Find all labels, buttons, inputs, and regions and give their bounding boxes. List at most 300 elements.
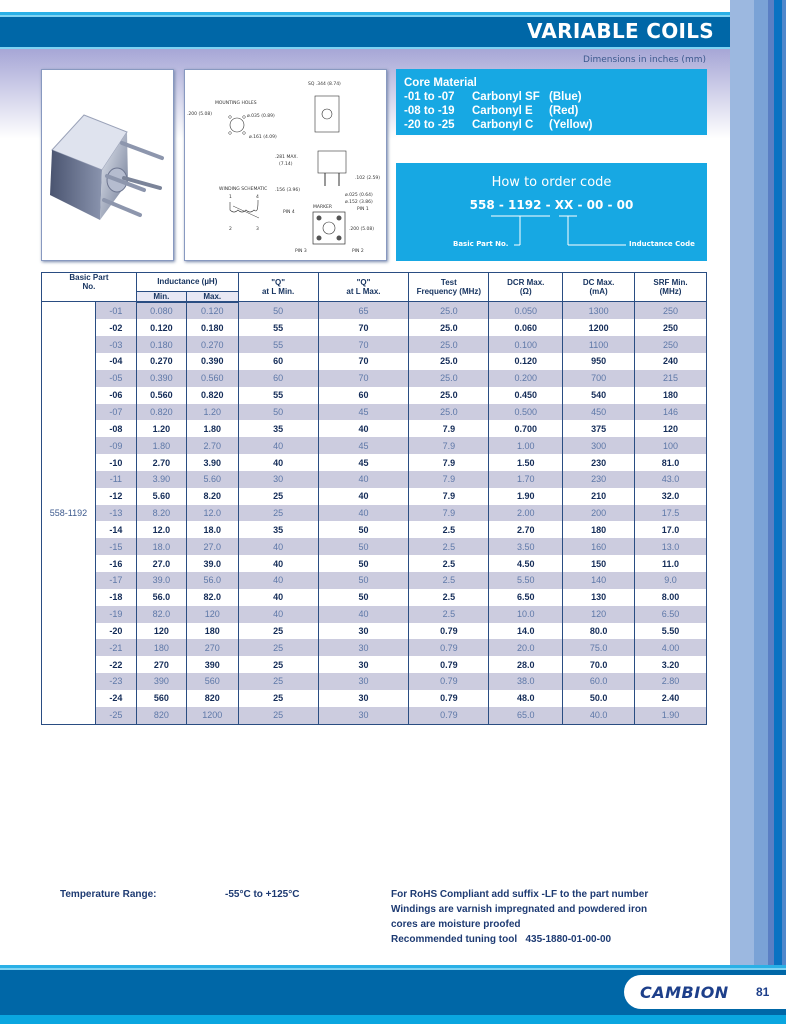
cell-dcr: 1.90 [489, 488, 563, 505]
cell-q-max: 30 [318, 639, 409, 656]
table-row [42, 656, 707, 673]
dim-label: .102 (2.59) [355, 176, 380, 181]
header-ind-min: Min. [136, 291, 186, 302]
cell-srf: 17.0 [635, 521, 707, 538]
cell-ind-max: 39.0 [186, 555, 238, 572]
cell-dc: 1300 [563, 302, 635, 320]
cell-q-min: 55 [238, 387, 318, 404]
pin-label: PIN 1 [357, 207, 369, 212]
cell-test-freq: 0.79 [409, 623, 489, 640]
cell-ind-max: 27.0 [186, 538, 238, 555]
cell-q-max: 40 [318, 420, 409, 437]
specifications-table [41, 272, 707, 725]
cell-srf: 6.50 [635, 606, 707, 623]
cell-q-max: 45 [318, 454, 409, 471]
note-line: cores are moisture proofed [391, 919, 521, 930]
cell-dc: 180 [563, 521, 635, 538]
cell-dcr: 28.0 [489, 656, 563, 673]
cell-srf: 250 [635, 319, 707, 336]
cell-dc: 200 [563, 505, 635, 522]
cell-q-max: 40 [318, 488, 409, 505]
pin-number: 4 [256, 195, 259, 200]
cell-ind-max: 1200 [186, 707, 238, 724]
table-row [42, 589, 707, 606]
core-material-panel [396, 69, 707, 135]
cell-ind-max: 1.80 [186, 420, 238, 437]
cell-suffix: -10 [95, 454, 136, 471]
dim-label: ø.152 (3.86) [345, 200, 373, 205]
cell-ind-min: 0.560 [136, 387, 186, 404]
pin-label: PIN 2 [352, 249, 364, 254]
basic-part-label: Basic Part No. [453, 240, 509, 248]
header-q-min: "Q" at L Min. [238, 273, 318, 302]
cell-dcr: 6.50 [489, 589, 563, 606]
cell-suffix: -15 [95, 538, 136, 555]
inductance-code-label: Inductance Code [629, 240, 695, 248]
dim-label: ø.035 (0.89) [247, 114, 275, 119]
cell-q-min: 25 [238, 707, 318, 724]
cell-q-max: 30 [318, 656, 409, 673]
cell-dc: 160 [563, 538, 635, 555]
cell-q-max: 40 [318, 505, 409, 522]
cell-srf: 3.20 [635, 656, 707, 673]
cell-test-freq: 2.5 [409, 521, 489, 538]
cell-q-min: 35 [238, 420, 318, 437]
header-dcr: DCR Max. (Ω) [489, 273, 563, 302]
cell-q-max: 50 [318, 589, 409, 606]
table-row [42, 521, 707, 538]
cell-dc: 140 [563, 572, 635, 589]
cell-test-freq: 25.0 [409, 319, 489, 336]
table-row [42, 370, 707, 387]
cell-dcr: 0.060 [489, 319, 563, 336]
cell-dc: 230 [563, 454, 635, 471]
cell-ind-max: 3.90 [186, 454, 238, 471]
core-material: Carbonyl SF [472, 91, 540, 103]
cell-q-min: 40 [238, 555, 318, 572]
table-row [42, 707, 707, 724]
core-color: (Yellow) [549, 119, 593, 131]
cell-ind-min: 390 [136, 673, 186, 690]
core-material-row [404, 118, 699, 132]
cell-suffix: -18 [95, 589, 136, 606]
marker-label: MARKER [313, 205, 333, 210]
pin-number: 1 [229, 195, 232, 200]
cell-dcr: 2.70 [489, 521, 563, 538]
note-line: For RoHS Compliant add suffix -LF to the part number [391, 889, 649, 900]
cell-ind-min: 18.0 [136, 538, 186, 555]
cell-q-min: 40 [238, 538, 318, 555]
page-title: VARIABLE COILS [526, 19, 714, 43]
cell-ind-min: 0.390 [136, 370, 186, 387]
cell-dc: 75.0 [563, 639, 635, 656]
cell-q-max: 40 [318, 471, 409, 488]
cell-srf: 13.0 [635, 538, 707, 555]
cell-suffix: -23 [95, 673, 136, 690]
pin-number: 2 [229, 227, 232, 232]
cell-ind-min: 39.0 [136, 572, 186, 589]
cell-srf: 5.50 [635, 623, 707, 640]
cell-srf: 11.0 [635, 555, 707, 572]
cell-dcr: 1.00 [489, 437, 563, 454]
cell-srf: 100 [635, 437, 707, 454]
table-row [42, 302, 707, 320]
note-line: Recommended tuning tool 435-1880-01-00-00 [391, 934, 612, 945]
cell-test-freq: 25.0 [409, 302, 489, 320]
cell-q-min: 55 [238, 336, 318, 353]
cell-q-min: 25 [238, 673, 318, 690]
cell-q-min: 25 [238, 488, 318, 505]
notes-list [391, 887, 648, 947]
cell-dc: 70.0 [563, 656, 635, 673]
table-row [42, 454, 707, 471]
cell-suffix: -12 [95, 488, 136, 505]
table-row [42, 623, 707, 640]
cell-dcr: 3.50 [489, 538, 563, 555]
table-row [42, 471, 707, 488]
cell-dc: 1200 [563, 319, 635, 336]
cell-suffix: -11 [95, 471, 136, 488]
table-row [42, 606, 707, 623]
cell-q-min: 40 [238, 454, 318, 471]
cell-ind-min: 820 [136, 707, 186, 724]
cell-ind-max: 0.180 [186, 319, 238, 336]
core-range: -20 to -25 [404, 119, 455, 131]
cell-test-freq: 2.5 [409, 555, 489, 572]
cell-test-freq: 7.9 [409, 437, 489, 454]
cell-test-freq: 7.9 [409, 420, 489, 437]
cell-dcr: 0.100 [489, 336, 563, 353]
cell-suffix: -16 [95, 555, 136, 572]
cell-q-max: 40 [318, 606, 409, 623]
cell-q-max: 30 [318, 623, 409, 640]
cell-test-freq: 0.79 [409, 673, 489, 690]
table-row [42, 336, 707, 353]
cell-q-max: 65 [318, 302, 409, 320]
cell-test-freq: 0.79 [409, 639, 489, 656]
cell-ind-max: 1.20 [186, 404, 238, 421]
cell-test-freq: 25.0 [409, 404, 489, 421]
cell-q-min: 40 [238, 606, 318, 623]
cell-dc: 40.0 [563, 707, 635, 724]
order-code-title: How to order code [491, 175, 612, 190]
cell-test-freq: 25.0 [409, 353, 489, 370]
cell-dcr: 0.050 [489, 302, 563, 320]
cell-q-min: 50 [238, 404, 318, 421]
cell-ind-min: 3.90 [136, 471, 186, 488]
cell-srf: 250 [635, 336, 707, 353]
cell-ind-max: 0.270 [186, 336, 238, 353]
cell-dc: 210 [563, 488, 635, 505]
dim-label: .281 MAX. [275, 155, 298, 160]
cell-test-freq: 25.0 [409, 370, 489, 387]
cell-suffix: -20 [95, 623, 136, 640]
cell-ind-min: 1.80 [136, 437, 186, 454]
cell-dc: 1100 [563, 336, 635, 353]
table-row [42, 538, 707, 555]
cell-suffix: -13 [95, 505, 136, 522]
cell-test-freq: 2.5 [409, 538, 489, 555]
cell-suffix: -03 [95, 336, 136, 353]
cell-dc: 375 [563, 420, 635, 437]
cell-q-max: 30 [318, 690, 409, 707]
cambion-logo: CAMBION [640, 983, 729, 1002]
cell-srf: 2.40 [635, 690, 707, 707]
cell-ind-min: 0.270 [136, 353, 186, 370]
table-row [42, 420, 707, 437]
cell-dc: 950 [563, 353, 635, 370]
cell-q-max: 45 [318, 437, 409, 454]
table-row [42, 387, 707, 404]
cell-suffix: -02 [95, 319, 136, 336]
order-code: 558 - 1192 - XX - 00 - 00 [469, 198, 634, 212]
pin-label: PIN 4 [283, 210, 295, 215]
cell-q-min: 60 [238, 353, 318, 370]
base-part-number: 558-1192 [42, 302, 96, 725]
page-number: 81 [756, 985, 770, 999]
cell-ind-min: 12.0 [136, 521, 186, 538]
cell-dc: 150 [563, 555, 635, 572]
cell-ind-min: 0.080 [136, 302, 186, 320]
core-material: Carbonyl E [472, 105, 533, 117]
dim-label: .200 (5.08) [349, 227, 374, 232]
cell-ind-min: 8.20 [136, 505, 186, 522]
cell-ind-min: 180 [136, 639, 186, 656]
table-row [42, 639, 707, 656]
cell-ind-min: 5.60 [136, 488, 186, 505]
note-line: Windings are varnish impregnated and powdered iron [391, 904, 648, 915]
cell-test-freq: 2.5 [409, 606, 489, 623]
cell-ind-max: 82.0 [186, 589, 238, 606]
cell-q-min: 25 [238, 505, 318, 522]
mounting-holes-label: MOUNTING HOLES [215, 101, 257, 106]
cell-q-max: 60 [318, 387, 409, 404]
cell-suffix: -08 [95, 420, 136, 437]
cell-dcr: 0.700 [489, 420, 563, 437]
cell-srf: 2.80 [635, 673, 707, 690]
cell-ind-max: 180 [186, 623, 238, 640]
cell-ind-min: 1.20 [136, 420, 186, 437]
table-row [42, 353, 707, 370]
cell-dcr: 1.50 [489, 454, 563, 471]
drawing-svg [185, 70, 386, 260]
cell-ind-max: 18.0 [186, 521, 238, 538]
cell-q-max: 70 [318, 370, 409, 387]
order-code-panel [396, 163, 707, 261]
table-row [42, 555, 707, 572]
cell-ind-min: 56.0 [136, 589, 186, 606]
cell-test-freq: 7.9 [409, 471, 489, 488]
top-margin [0, 0, 786, 12]
header-inductance: Inductance (µH) [136, 273, 238, 292]
cell-dc: 130 [563, 589, 635, 606]
cell-q-min: 50 [238, 302, 318, 320]
cell-ind-max: 270 [186, 639, 238, 656]
cell-ind-min: 2.70 [136, 454, 186, 471]
cell-dcr: 0.120 [489, 353, 563, 370]
cell-q-min: 25 [238, 639, 318, 656]
cell-ind-max: 0.820 [186, 387, 238, 404]
cell-ind-min: 0.820 [136, 404, 186, 421]
cell-srf: 250 [635, 302, 707, 320]
cell-dcr: 5.50 [489, 572, 563, 589]
cell-ind-min: 560 [136, 690, 186, 707]
header-spacer [42, 291, 137, 302]
cell-suffix: -07 [95, 404, 136, 421]
cell-suffix: -01 [95, 302, 136, 320]
cell-q-max: 50 [318, 538, 409, 555]
cell-q-min: 25 [238, 623, 318, 640]
header-ind-max: Max. [186, 291, 238, 302]
cell-q-max: 50 [318, 521, 409, 538]
winding-schematic-label: WINDING SCHEMATIC [219, 187, 268, 192]
cell-dcr: 65.0 [489, 707, 563, 724]
dimensions-note: Dimensions in inches (mm) [583, 55, 706, 65]
table-row [42, 572, 707, 589]
cell-dc: 50.0 [563, 690, 635, 707]
cell-q-max: 30 [318, 673, 409, 690]
cell-test-freq: 0.79 [409, 656, 489, 673]
cell-ind-max: 0.120 [186, 302, 238, 320]
cell-q-min: 35 [238, 521, 318, 538]
cell-ind-max: 0.560 [186, 370, 238, 387]
cell-suffix: -22 [95, 656, 136, 673]
cell-ind-min: 120 [136, 623, 186, 640]
table-row [42, 319, 707, 336]
cell-suffix: -04 [95, 353, 136, 370]
table-row [42, 673, 707, 690]
cell-suffix: -24 [95, 690, 136, 707]
core-material-title: Core Material [404, 77, 477, 89]
core-range: -01 to -07 [404, 91, 455, 103]
cell-dc: 80.0 [563, 623, 635, 640]
pin-label: PIN 3 [295, 249, 307, 254]
dim-label: (7.14) [279, 162, 293, 167]
cell-suffix: -06 [95, 387, 136, 404]
cell-test-freq: 25.0 [409, 387, 489, 404]
footer-bottom-strip [0, 1015, 786, 1024]
cell-srf: 43.0 [635, 471, 707, 488]
cell-q-min: 25 [238, 656, 318, 673]
cell-dcr: 48.0 [489, 690, 563, 707]
cell-q-min: 40 [238, 572, 318, 589]
table-row [42, 404, 707, 421]
cell-q-max: 70 [318, 319, 409, 336]
cell-q-max: 45 [318, 404, 409, 421]
cell-ind-max: 820 [186, 690, 238, 707]
cell-q-max: 70 [318, 336, 409, 353]
cell-srf: 8.00 [635, 589, 707, 606]
cell-dcr: 10.0 [489, 606, 563, 623]
cell-srf: 146 [635, 404, 707, 421]
table-row [42, 690, 707, 707]
dim-label: ø.025 (0.64) [345, 193, 373, 198]
cell-q-min: 40 [238, 589, 318, 606]
cell-suffix: -05 [95, 370, 136, 387]
cell-q-max: 50 [318, 572, 409, 589]
dim-label: .200 (5.08) [187, 112, 212, 117]
core-material-row [404, 90, 699, 104]
cell-srf: 81.0 [635, 454, 707, 471]
dim-label: .156 (3.96) [275, 188, 300, 193]
cell-srf: 180 [635, 387, 707, 404]
cell-test-freq: 2.5 [409, 572, 489, 589]
cell-srf: 9.0 [635, 572, 707, 589]
core-color: (Blue) [549, 91, 582, 103]
cell-test-freq: 0.79 [409, 707, 489, 724]
cell-ind-max: 56.0 [186, 572, 238, 589]
cell-ind-max: 5.60 [186, 471, 238, 488]
header-srf: SRF Min. (MHz) [635, 273, 707, 302]
cell-ind-max: 8.20 [186, 488, 238, 505]
table-row [42, 488, 707, 505]
cell-srf: 17.5 [635, 505, 707, 522]
core-color: (Red) [549, 105, 579, 117]
cell-dc: 450 [563, 404, 635, 421]
cell-q-min: 40 [238, 437, 318, 454]
cell-q-min: 60 [238, 370, 318, 387]
cell-dcr: 14.0 [489, 623, 563, 640]
cell-suffix: -09 [95, 437, 136, 454]
temperature-range-value: -55°C to +125°C [225, 889, 300, 900]
cell-dcr: 38.0 [489, 673, 563, 690]
cell-test-freq: 2.5 [409, 589, 489, 606]
cell-ind-min: 270 [136, 656, 186, 673]
cell-suffix: -14 [95, 521, 136, 538]
cell-srf: 215 [635, 370, 707, 387]
cell-test-freq: 25.0 [409, 336, 489, 353]
table-row [42, 505, 707, 522]
cell-suffix: -17 [95, 572, 136, 589]
coil-image [42, 70, 173, 260]
core-range: -08 to -19 [404, 105, 455, 117]
cell-test-freq: 0.79 [409, 690, 489, 707]
dim-label: ø.161 (4.09) [249, 135, 277, 140]
temperature-range-label: Temperature Range: [60, 889, 157, 900]
cell-dc: 700 [563, 370, 635, 387]
header-bar [0, 15, 786, 49]
header-basic-part: Basic Part No. [42, 273, 137, 292]
core-material: Carbonyl C [472, 119, 534, 131]
cell-dcr: 4.50 [489, 555, 563, 572]
cell-dc: 300 [563, 437, 635, 454]
cell-test-freq: 7.9 [409, 505, 489, 522]
cell-dc: 60.0 [563, 673, 635, 690]
cell-test-freq: 7.9 [409, 454, 489, 471]
decorative-side-stripes [730, 0, 786, 1024]
cell-dc: 540 [563, 387, 635, 404]
cell-srf: 120 [635, 420, 707, 437]
core-material-row [404, 104, 699, 118]
cell-srf: 4.00 [635, 639, 707, 656]
cell-dc: 230 [563, 471, 635, 488]
cell-suffix: -19 [95, 606, 136, 623]
cell-dc: 120 [563, 606, 635, 623]
cell-ind-min: 0.180 [136, 336, 186, 353]
cell-srf: 240 [635, 353, 707, 370]
cell-q-min: 25 [238, 690, 318, 707]
cell-q-max: 30 [318, 707, 409, 724]
header-q-max: "Q" at L Max. [318, 273, 409, 302]
product-photo [41, 69, 174, 261]
cell-ind-max: 2.70 [186, 437, 238, 454]
pin-number: 3 [256, 227, 259, 232]
cell-ind-max: 0.390 [186, 353, 238, 370]
cell-ind-max: 560 [186, 673, 238, 690]
cell-ind-min: 82.0 [136, 606, 186, 623]
cell-ind-max: 120 [186, 606, 238, 623]
header-dc: DC Max. (mA) [563, 273, 635, 302]
